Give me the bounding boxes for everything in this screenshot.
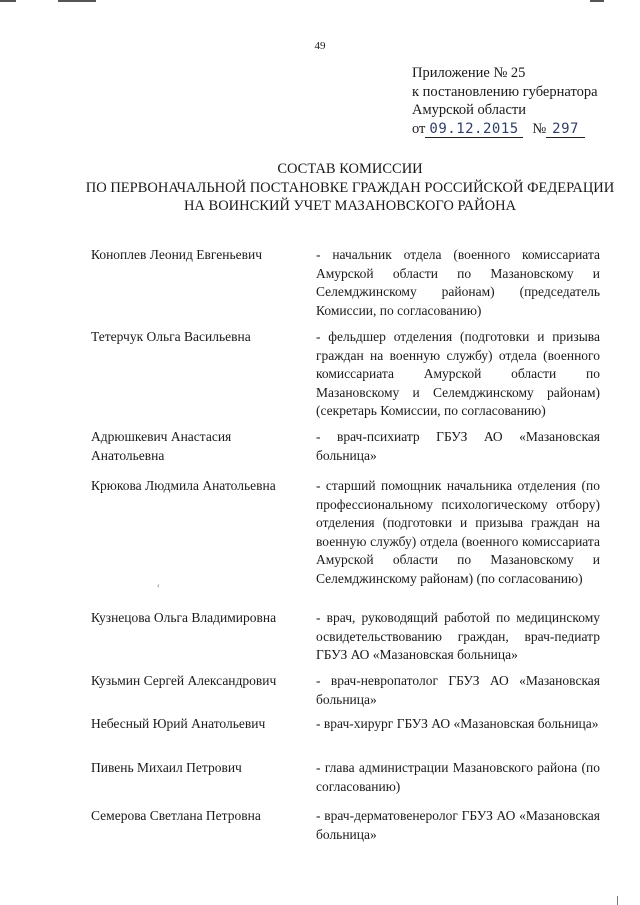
scan-mark-center	[58, 0, 96, 2]
date-prefix: от	[412, 120, 426, 137]
title-line-2: ПО ПЕРВОНАЧАЛЬНОЙ ПОСТАНОВКЕ ГРАЖДАН РОССИЙСКОЙ ФЕДЕРАЦИИ	[85, 179, 615, 196]
scan-mark-right	[590, 0, 604, 2]
member-role: - начальник отдела (военного комиссариата Амурской области по Мазановскому и Селемджинскому районам) (председатель Комиссии, по согласованию)	[316, 247, 600, 318]
scan-speck: ‹	[157, 581, 160, 590]
member-role: - глава администрации Мазановского района (по согласованию)	[316, 760, 600, 794]
member-role: - врач-психиатр ГБУЗ АО «Мазановская больница»	[316, 429, 600, 463]
document-title	[60, 160, 640, 216]
member-name: Кузнецова Ольга Владимировна	[91, 610, 277, 625]
date-value: 09.12.2015	[425, 121, 522, 138]
member-role: - старший помощник начальника отделения (по профессиональному психологическому отбору) отделения (подготовки и призыва граждан на военную службу) отдела (военного комиссариата Амурской области по Мазановскому и Селемджинскому районам) (по согласованию)	[316, 478, 600, 586]
appendix-line-3: Амурской области	[412, 102, 526, 118]
member-role: - фельдшер отделения (подготовки и призыва граждан на военную службу) отдела (военного комиссариата Амурской области по Мазановскому и Селемджинскому районам) (секретарь Комиссии, по согласованию)	[316, 329, 600, 418]
member-name: Пивень Михаил Петрович	[91, 760, 242, 775]
scan-mark-left	[0, 0, 16, 2]
appendix-line-1: Приложение № 25	[412, 65, 526, 81]
member-name: Коноплев Леонид Евгеньевич	[91, 247, 262, 262]
member-role: - врач, руководящий работой по медицинскому освидетельствованию граждан, врач-педиатр ГБУЗ АО «Мазановская больница»	[316, 610, 600, 662]
title-line-1: СОСТАВ КОМИССИИ	[277, 161, 423, 177]
member-name: Семерова Светлана Петровна	[91, 808, 261, 823]
member-name: Кузьмин Сергей Александрович	[91, 673, 277, 688]
title-line-3: НА ВОИНСКИЙ УЧЕТ МАЗАНОВСКОГО РАЙОНА	[183, 198, 517, 214]
member-name: Крюкова Людмила Анатольевна	[91, 478, 276, 493]
appendix-header	[412, 64, 598, 138]
appendix-line-2: к постановлению губернатора	[412, 83, 598, 100]
member-role: - врач-дерматовенеролог ГБУЗ АО «Мазановская больница»	[316, 808, 600, 842]
member-name: Небесный Юрий Анатольевич	[91, 716, 266, 731]
member-role: - врач-невропатолог ГБУЗ АО «Мазановская больница»	[316, 673, 600, 707]
appendix-date-line	[412, 120, 598, 139]
member-name: Тетерчук Ольга Васильевна	[91, 329, 251, 344]
scan-mark-bottom	[617, 896, 618, 905]
member-role: - врач-хирург ГБУЗ АО «Мазановская больница»	[316, 716, 599, 731]
page-number: 49	[314, 40, 326, 52]
member-name: Адрюшкевич Анастасия Анатольевна	[91, 429, 232, 463]
number-prefix: №	[532, 120, 547, 137]
number-value: 297	[546, 121, 585, 138]
